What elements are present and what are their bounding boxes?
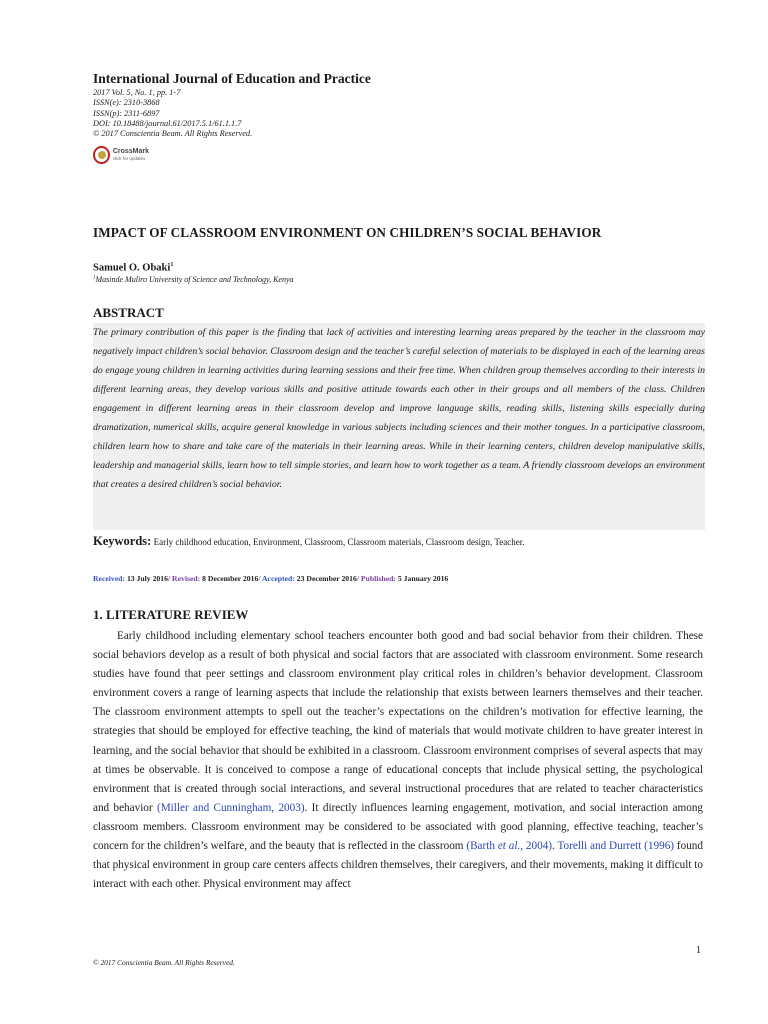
- accepted-date: 23 December 2016: [296, 574, 357, 583]
- citation-link[interactable]: (Miller and Cunningham, 2003): [156, 801, 305, 814]
- citation-link[interactable]: Torelli and Durrett (1996): [557, 840, 675, 853]
- revised-date: 8 December 2016: [202, 574, 259, 583]
- revised-label: Revised:: [172, 574, 201, 583]
- received-date: 13 July 2016: [126, 574, 168, 583]
- received-label: Received:: [93, 574, 126, 583]
- author-name: Samuel O. Obaki$^1$: [93, 262, 174, 274]
- journal-title: International Journal of Education and Practice: [93, 71, 371, 86]
- meta-doi[interactable]: DOI: 10.18488/journal.61/2017.5.1/61.1.1.7: [93, 118, 242, 128]
- published-date: 5 January 2016: [397, 574, 449, 583]
- page-number: 1: [696, 945, 701, 956]
- author-affiliation: $^1$Masinde Muliro University of Science and Technology, Kenya: [93, 275, 294, 284]
- crossmark-label: CrossMark: [112, 148, 149, 155]
- abstract-text: The primary contribution of this paper is the finding that lack of activities and interesting learning areas prepared by the teacher in the classroom may negatively impact children’s social behavior. Classroom design and the teacher’s careful selection of materials to be displayed in each of the learning areas do engage young children in learning activities during learning sessions and their free time. When children group themselves according to their interests in different learning areas, they develop various skills and positive attitude towards each other in their groups and all members of the class. Children engagement in different learning areas in their classroom develop and improve language skills, reading skills, listening skills especially during dramatization, numerical skills, acquire general knowledge in various subjects including sciences and their mother tongues. In a participative classroom, children learn how to share and take care of the materials in their learning areas. While in their learning centers, children develop manipulative skills, leadership and managerial skills, learn how to tell simple stories, and learn how to work together as a team. A friendly classroom develops an environment that creates a desired children’s social behavior.: [93, 327, 706, 490]
- meta-issn-e: ISSN(e): 2310-3868: [93, 98, 160, 108]
- section-heading: 1. LITERATURE REVIEW: [93, 607, 249, 622]
- affiliation-mark: 1: [93, 275, 96, 281]
- published-label: Published:: [360, 574, 396, 583]
- abstract-heading: ABSTRACT: [93, 305, 164, 320]
- keywords-list: Early childhood education, Environment, Classroom, Classroom materials, Classroom design, Teacher.: [153, 537, 525, 547]
- article-dates: Received: 13 July 2016/ Revised: 8 December 2016/ Accepted: 23 December 2016/ Published: 5 January 2016: [93, 574, 449, 583]
- meta-copyright: © 2017 Conscientia Beam. All Rights Reserved.: [93, 129, 253, 139]
- footer-copyright: © 2017 Conscientia Beam. All Rights Reserved.: [93, 958, 235, 967]
- citation-link[interactable]: (Barth et al., 2004): [466, 840, 553, 853]
- journal-meta: [93, 88, 252, 139]
- meta-issn-p: ISSN(p): 2311-6897: [93, 108, 160, 118]
- meta-volume: 2017 Vol. 5, No. 1, pp. 1-7: [93, 88, 181, 97]
- keywords: [93, 534, 524, 549]
- body-paragraph: Early childhood including elementary school teachers encounter both good and bad social behavior from their children. These social behaviors develop as a result of both physical and social factors that are associated with classroom environment. Some research studies have found that peer settings and classroom environment play critical roles in children’s behavior development. Classroom environment covers a range of learning aspects that include the relationship that exists between learners themselves and their teacher. The classroom environment attempts to spell out the teacher’s expectations on the children’s motivation for effective learning, the strategies that should be employed for effective teaching, the kind of materials that would motivate children to have greater interest in learning, and the social behavior that should be exhibited in a classroom. Classroom environment comprises of several aspects that may at times be observable. It is conceived to compose a range of educational concepts that include physical setting, the psychological environment that is created through social interactions, and several instructional procedures that are related to teacher characteristics and behavior (Miller and Cunningham, 2003). It directly influences learning engagement, motivation, and social interaction among classroom members. Classroom environment may be considered to be associated with good planning, effective teaching, teacher’s concern for the children’s welfare, and the beauty that is reflected in the classroom (Barth et al., 2004). Torelli and Durrett (1996) found that physical environment in group care centers affects children themselves, their caregivers, and their movements, making it difficult to interact with each other. Physical environment may affect: [93, 630, 704, 891]
- paper-title: IMPACT OF CLASSROOM ENVIRONMENT ON CHILDREN’S SOCIAL BEHAVIOR: [93, 225, 602, 240]
- keywords-label: Keywords:: [93, 534, 152, 548]
- author-mark: 1: [170, 262, 174, 268]
- body-text: [93, 627, 703, 894]
- crossmark-badge[interactable]: [93, 144, 149, 166]
- crossmark-icon: [93, 146, 110, 164]
- accepted-label: Accepted:: [261, 574, 295, 583]
- crossmark-sublabel: click for updates: [112, 156, 146, 161]
